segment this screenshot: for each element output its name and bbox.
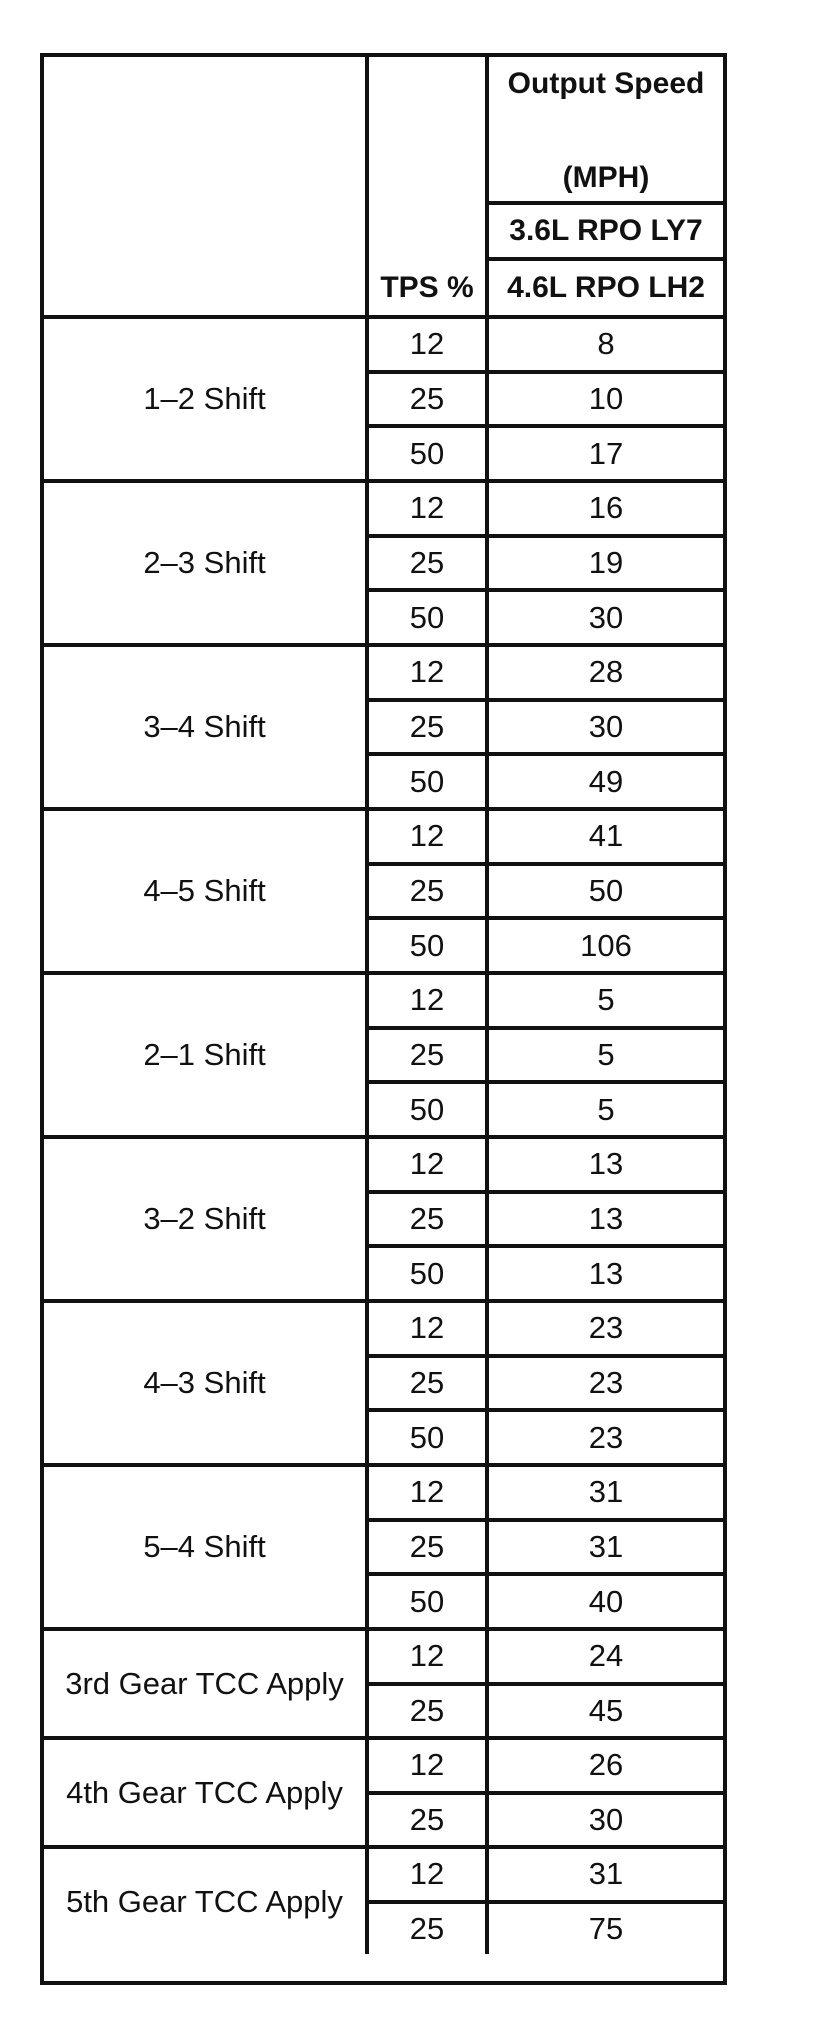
output-speed-header [489,57,723,201]
speed-cell: 13 [588,1200,624,1236]
speed-cell: 5 [597,982,615,1018]
speed-cell: 31 [588,1856,624,1892]
speed-cell: 30 [588,1801,624,1837]
tps-cell: 50 [409,1583,445,1619]
group-label: 2–1 Shift [143,1037,266,1072]
tps-cell: 12 [409,326,445,362]
speed-cell: 23 [588,1364,624,1400]
group-label: 5–4 Shift [143,1529,266,1564]
speed-cell: 23 [588,1310,624,1346]
tps-cell: 25 [409,1692,445,1728]
speed-cell: 106 [580,927,632,963]
speed-cell: 28 [588,654,624,690]
group-label: 1–2 Shift [143,381,266,416]
output-speed-title: Output Speed [507,67,705,100]
group-label: 4th Gear TCC Apply [66,1774,343,1810]
tps-cell: 25 [409,1801,445,1837]
speed-cell: 10 [588,380,624,416]
tps-cell: 25 [409,1528,445,1564]
group-label: 3–4 Shift [143,709,266,744]
tps-cell: 12 [409,982,445,1018]
tps-cell: 25 [409,872,445,908]
tps-cell: 25 [409,1364,445,1400]
speed-cell: 50 [588,872,624,908]
tps-cell: 25 [409,544,445,580]
speed-cell: 23 [588,1419,624,1455]
speed-cell: 5 [597,1091,615,1127]
group-label: 3rd Gear TCC Apply [65,1665,344,1701]
tps-cell: 12 [409,490,445,526]
group-label: 4–3 Shift [143,1365,266,1400]
group-label: 2–3 Shift [143,545,266,580]
tps-cell: 12 [409,1474,445,1510]
speed-cell: 5 [597,1036,615,1072]
tps-cell: 25 [409,708,445,744]
tps-cell: 12 [409,654,445,690]
speed-cell: 31 [588,1528,624,1564]
speed-cell: 30 [588,599,624,635]
speed-cell: 41 [588,818,624,854]
tps-cell: 12 [409,818,445,854]
speed-cell: 17 [588,435,624,471]
speed-cell: 19 [588,544,624,580]
tps-cell: 25 [409,1200,445,1236]
shift-speed-table [40,53,727,1985]
engine-ly7-header: 3.6L RPO LY7 [509,214,703,247]
group-label: 5th Gear TCC Apply [66,1883,343,1919]
tps-cell: 25 [409,380,445,416]
speed-cell: 16 [588,490,624,526]
speed-cell: 13 [588,1255,624,1291]
speed-cell: 31 [588,1474,624,1510]
tps-cell: 50 [409,435,445,471]
speed-cell: 26 [588,1747,624,1783]
speed-cell: 49 [588,763,624,799]
speed-cell: 75 [588,1910,624,1946]
speed-cell: 24 [588,1638,624,1674]
tps-cell: 50 [409,1255,445,1291]
tps-cell: 50 [409,927,445,963]
tps-cell: 12 [409,1638,445,1674]
tps-cell: 25 [409,1910,445,1946]
tps-cell: 50 [409,599,445,635]
group-label: 3–2 Shift [143,1201,266,1236]
tps-header: TPS % [380,271,474,304]
speed-cell: 13 [588,1146,624,1182]
tps-cell: 12 [409,1747,445,1783]
tps-cell: 50 [409,1091,445,1127]
speed-cell: 8 [597,326,615,362]
tps-cell: 25 [409,1036,445,1072]
group-label: 4–5 Shift [143,873,266,908]
tps-cell: 50 [409,1419,445,1455]
tps-cell: 12 [409,1146,445,1182]
engine-lh2-header: 4.6L RPO LH2 [507,271,705,304]
output-speed-unit: (MPH) [562,161,650,194]
speed-cell: 30 [588,708,624,744]
speed-cell: 45 [588,1692,624,1728]
speed-cell: 40 [588,1583,624,1619]
tps-cell: 12 [409,1856,445,1892]
tps-cell: 50 [409,763,445,799]
tps-cell: 12 [409,1310,445,1346]
